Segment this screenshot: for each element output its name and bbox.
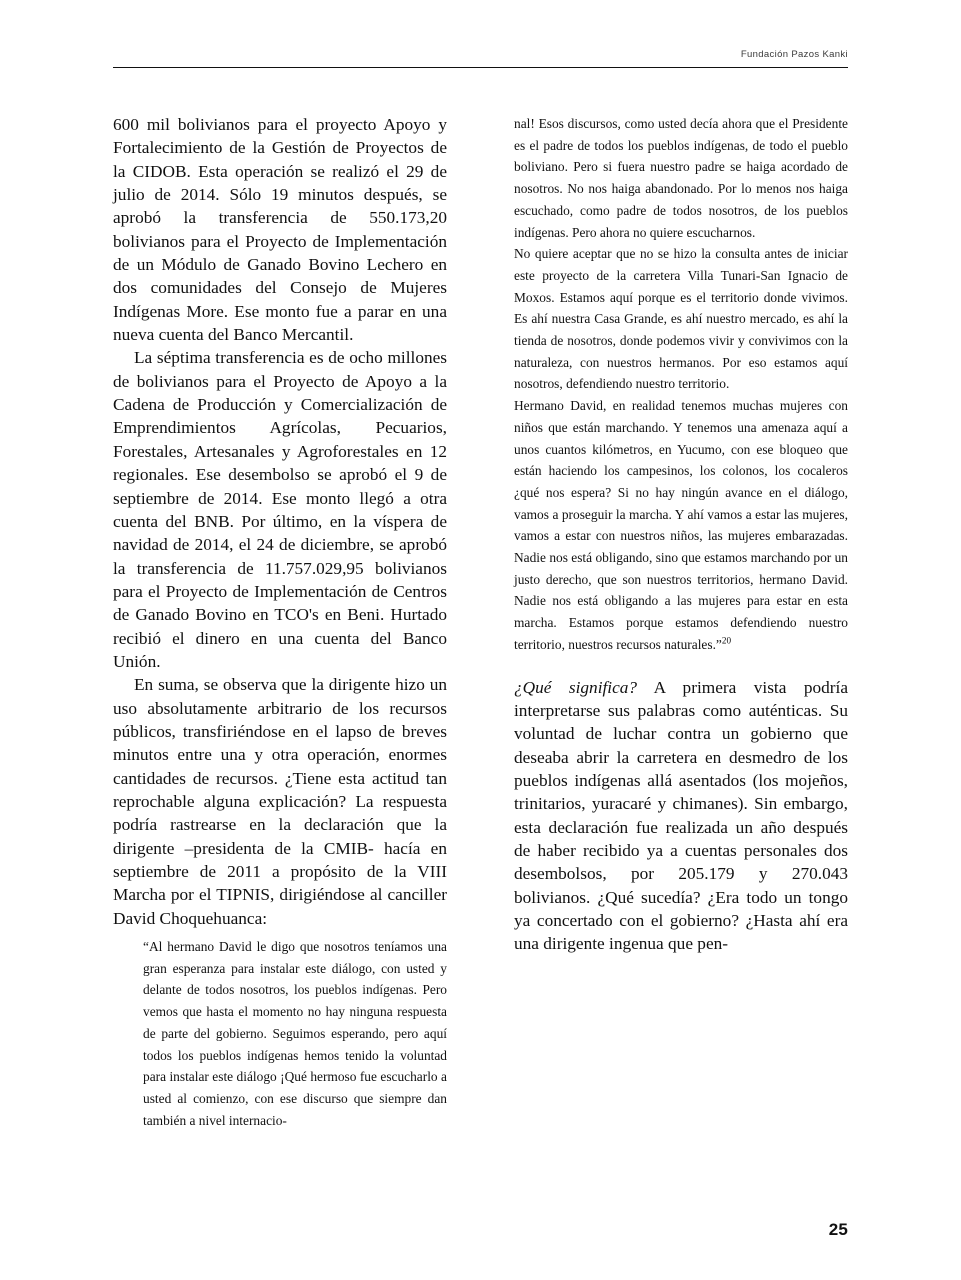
paragraph-transferencias-cidob: 600 mil bolivianos para el proyecto Apoyo y Fortalecimiento de la Gestión de Proyectos de la CIDOB. Esta operación se realizó el 29 de julio de 2014. Sólo 19 minutos después, se aprobó la transferencia de 550.173,20 bolivianos para el Proyecto de Implementación de un Módulo de Ganado Bovino Lechero en dos comunidades del Consejo de Mujeres Indígenas More. Ese monto fue a parar en una nueva cuenta del Banco Mercantil.: [113, 115, 447, 345]
running-head: [113, 48, 848, 70]
paragraph-que-significa: [514, 676, 848, 956]
quote-paragraph-hermano-david-text: Hermano David, en realidad tenemos muchas mujeres con niños que están marchando. Y tenemos una amenaza aquí a unos cuantos kilómetros, en Yucumo, con ese bloqueo que están haciendo los campesinos, los colonos, los cocaleros ¿qué nos espera? Si no hay ningún avance en el diálogo, vamos a proseguir la marcha. Y ahí vamos a estar las mujeres, vamos a estar con nuestros niños, las mujeres embarazadas. Nadie nos está obligando, sino que estamos marchando por un justo derecho, que son nuestros territorios, hermano David. Nadie nos está obligando a las mujeres para estar en esta marcha. Estamos porque estamos defendiendo nuestro territorio, nuestros recursos naturales.”: [514, 398, 848, 652]
footnote-reference-20[interactable]: 20: [721, 635, 732, 646]
quote-paragraph-consulta: No quiere aceptar que no se hizo la consulta antes de iniciar este proyecto de la carretera Villa Tunari-San Ignacio de Moxos. Estamos aquí porque es el territorio donde vivimos. Es ahí nuestra Casa Grande, es ahí nuestro mercado, es ahí la tienda de nosotros, donde podemos vivir y convivimos con la naturaleza, con nuestros hermanos. Por eso estamos aquí nosotros, defendiendo nuestro territorio.: [514, 246, 848, 392]
paragraph-que-significa-body: A primera vista podría interpretarse sus palabras como auténticas. Su voluntad de luchar contra un gobierno que deseaba abrir la carretera en desmedro de los pueblos indígenas allá asentados (los mojeños, trinitarios, yuracaré y chimanes). Sin embargo, esta declaración fue realizada un año después de haber recibido ya a cuentas personales dos desembolsos, por 205.179 y 270.043 bolivianos. ¿Qué sucedía? ¿Era todo un tongo ya concertado con el gobierno? ¿Hasta ahí era una dirigente ingenua que pen-: [514, 677, 848, 954]
column-right: [514, 113, 848, 1173]
block-quote-left: [113, 936, 447, 1131]
quote-paragraph-discursos: nal! Esos discursos, como usted decía ahora que el Presidente es el padre de todos los pueblos indígenas, de todo el pueblo boliviano. Pero si fuera nuestro padre se haiga acordado de nosotros. No nos haiga abandonado. Por lo menos nos haiga escuchado, como padre de todos nosotros, de los pueblos indígenas. Pero ahora no quiere escucharnos.: [514, 116, 848, 240]
paragraph-septima-transferencia: La séptima transferencia es de ocho millones de bolivianos para el Proyecto de Apoyo a la Cadena de Producción y Comercialización de Emprendimientos Agrícolas, Pecuarios, Forestales, Artesanales y Agroforestales en 12 regionales. Ese desembolso se aprobó el 9 de septiembre de 2014. Ese monto llegó a otra cuenta del BNB. Por último, en la víspera de navidad de 2014, el 24 de diciembre, se aprobó la transferencia de 11.757.029,95 bolivianos para el Proyecto de Implementación de Centros de Ganado Bovino en TCO's en Beni. Hurtado recibió el dinero en una cuenta del Banco Unión.: [113, 348, 447, 671]
running-head-label: Fundación Pazos Kanki: [740, 49, 848, 60]
quote-paragraph-al-hermano-david: “Al hermano David le digo que nosotros teníamos una gran esperanza para instalar este diálogo, con usted y delante de todos nosotros, los pueblos indígenas. Pero vemos que hasta el momento no hay ninguna respuesta de parte del gobierno. Seguimos esperando, pero aquí todos los pueblos indígenas hemos tenido la voluntad para instalar este diálogo ¡Qué hermoso fue escucharlo a usted al comienzo, con ese discurso que siempre dan también a nivel internacio-: [143, 939, 447, 1128]
block-quote-right: [514, 113, 848, 656]
lead-in-question: ¿Qué significa?: [514, 677, 638, 697]
header-rule: [113, 67, 848, 68]
column-left: [113, 113, 447, 1173]
page-number: 25: [828, 1220, 848, 1239]
paragraph-en-suma: En suma, se observa que la dirigente hizo un uso absolutamente arbitrario de los recursos públicos, transfiriéndose en el lapso de breves minutos entre una y otra operación, enormes cantidades de recursos. ¿Tiene esta actitud tan reprochable alguna explicación? La respuesta podría rastrearse en la declaración que la dirigente –presidenta de la CMIB- hacía en septiembre de 2011 a propósito de la VIII Marcha por el TIPNIS, dirigiéndose al canciller David Choquehuanca:: [113, 675, 447, 928]
quote-paragraph-hermano-david: [514, 395, 848, 655]
quote-spacer: [514, 656, 848, 676]
text-columns: [113, 113, 848, 1173]
